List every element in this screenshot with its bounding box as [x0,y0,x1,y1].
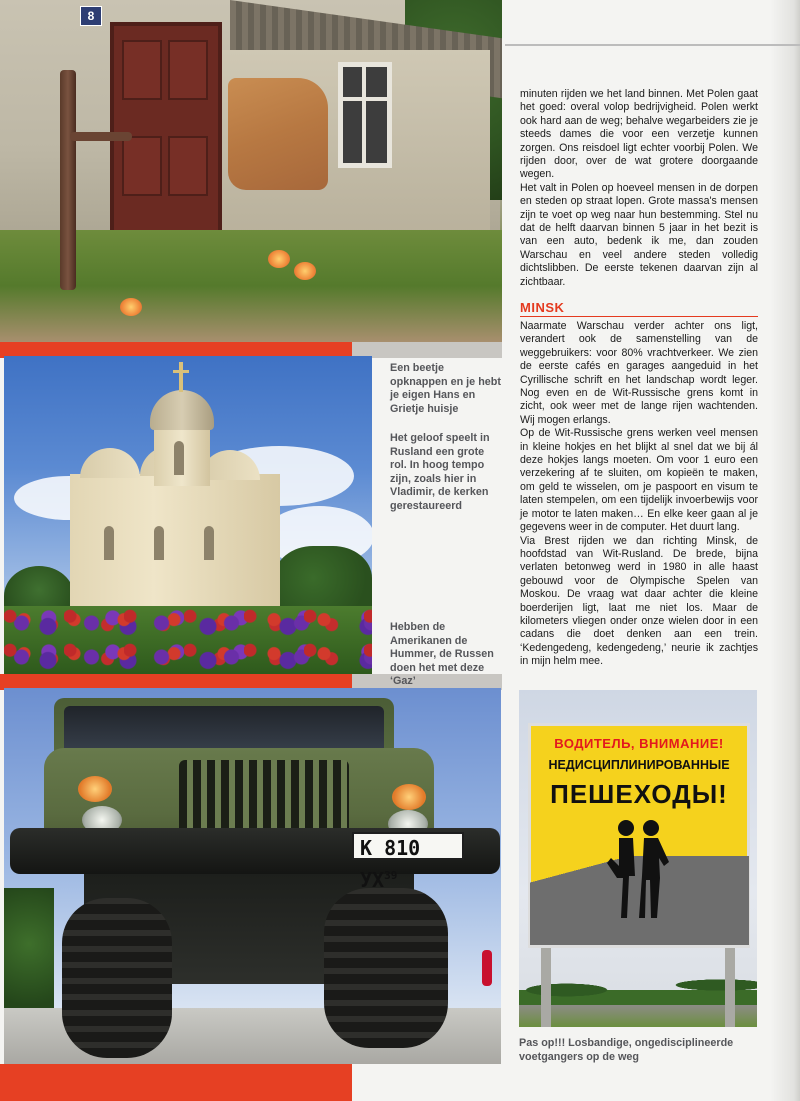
church-body [70,474,280,614]
article-paragraph: Op de Wit-Russische grens werken veel mensen in kleine hokjes en het blijkt al snel dat we bij ál deze hokjes langs moeten. Om voor 1 euro een verzekering af te sluiten, om kopieën te maken, om geld te wisselen, om je paspoort en visum te laten stempelen, om een tijdelijk invoerbewijs voor je motor te laten maken… En elke keer gaan al je gegevens weer in de computer. Het duurt lang. [520,427,758,534]
trees [519,960,757,1010]
indicator-lamp [78,776,112,802]
article-intro [520,88,758,289]
flower [120,298,142,316]
church-window [204,526,214,560]
church-gable [80,448,140,478]
flower [268,250,290,268]
section-heading: MINSK [520,300,565,315]
sign-line-3: ПЕШЕХОДЫ! [550,779,728,809]
article-paragraph: minuten rijden we het land binnen. Met Polen gaat het goed: overal volop bedrijvigheid. Polen werkt ook hard aan de weg; behalve wegarbeiders zie je steeds dames die voor een verzetje kunnen zorgen. Ons reisdoel ligt echter voorbij Polen. We rijden door, over de wat grotere doorgaande wegen. [520,88,758,181]
sign-post [541,948,551,1027]
section-rule [520,316,758,317]
article-paragraph: Via Brest rijden we dan richting Minsk, de hoofdstad van Wit-Rusland. De brede, bijna verlaten betonweg werd in 1980 in alle haast gebouwd voor de Olympische Spelen van Moskou. De vraag wat daar achter die kleine boerderijen ligt, laat me niet los. Maar de kilometers vliegen onder onze wielen door in een cadans die doet denken aan een trein. ‘Kedengedeng, kedengedeng,’ neurie ik zachtjes in mijn helm mee. [520,534,758,668]
pedestrians-pictogram [599,818,679,928]
water-pump [60,70,76,290]
house-number-plate: 8 [80,6,102,26]
license-plate [352,832,464,892]
indicator-lamp [392,784,426,810]
church-dome [150,390,214,430]
warning-sign [528,723,750,948]
article-paragraph: Naarmate Warschau verder achter ons ligt, verandert ook de samenstelling van de weggebruikers: voor 80% vrachtverkeer. We zien de eerste cafés en garages aangeduid in het Cyrillische schrift en het landschap wordt leger. Nog even en de Wit-Russische grens komt in zicht, ook weer met de lange rijen wachtenden. Wij mogen erlangs. [520,320,758,426]
article-minsk-section [520,320,758,669]
caption-church: Het geloof speelt in Rusland een grote rol. In hoog tempo zijn, zoals hier in Vladimir, de kerken gerestaureerd [390,432,490,512]
pedestrian [482,950,492,986]
truck-tire [62,898,172,1058]
page-edge [770,0,800,1101]
sign-line-2: НЕДИСЦИПЛИНИРОВАННЫЕ [548,758,730,772]
photo-gaz-truck [4,688,501,1064]
grey-bar [352,342,502,358]
photo-warning-sign [519,690,757,1027]
caption-truck: Hebben de Amerikanen de Hummer, de Russen doen het met deze ‘Gaz’ [390,621,494,687]
flower-bed [4,606,372,674]
caption-sign: Pas op!!! Losbandige, ongedisciplineerde voetgangers op de weg [519,1037,734,1063]
door-panel [168,136,208,196]
road-verge [519,1005,757,1027]
bush [4,888,54,1028]
church-window [174,441,184,475]
sign-line-1: ВОДИТЕЛЬ, ВНИМАНИЕ! [554,736,724,751]
exposed-brick-patch [228,78,328,190]
church-window [104,526,114,560]
church-cross [179,362,183,392]
article-paragraph: Het valt in Polen op hoeveel mensen in de dorpen en steden op straat lopen. Grote massa's mensen zijn te voet op weg naar hun bestemming. Stel nu dat de helft daarvan binnen 5 jaar in het bezit is van een auto, bedenk ik me, dan zouden Warschau en veel andere steden volledig dichtslibben. De eerste tekenen daarvan zijn al zichtbaar. [520,181,758,288]
church-window [154,526,164,560]
caption-house: Een beetje opknappen en je hebt je eigen Hans en Grietje huisje [390,362,501,415]
sign-post [725,948,735,1027]
door-panel [122,136,162,196]
door-panel [168,40,208,100]
window [338,62,392,168]
license-plate-region: 39 [384,869,398,882]
photo-church-vladimir [4,356,372,674]
water-pump-arm [70,132,132,141]
license-plate-main: К 810 УХ [360,836,421,892]
accent-bar [0,1064,352,1101]
photo-old-house [0,0,502,342]
door-panel [122,40,162,100]
top-rule [505,44,800,46]
truck-tire [324,888,448,1048]
flower [294,262,316,280]
